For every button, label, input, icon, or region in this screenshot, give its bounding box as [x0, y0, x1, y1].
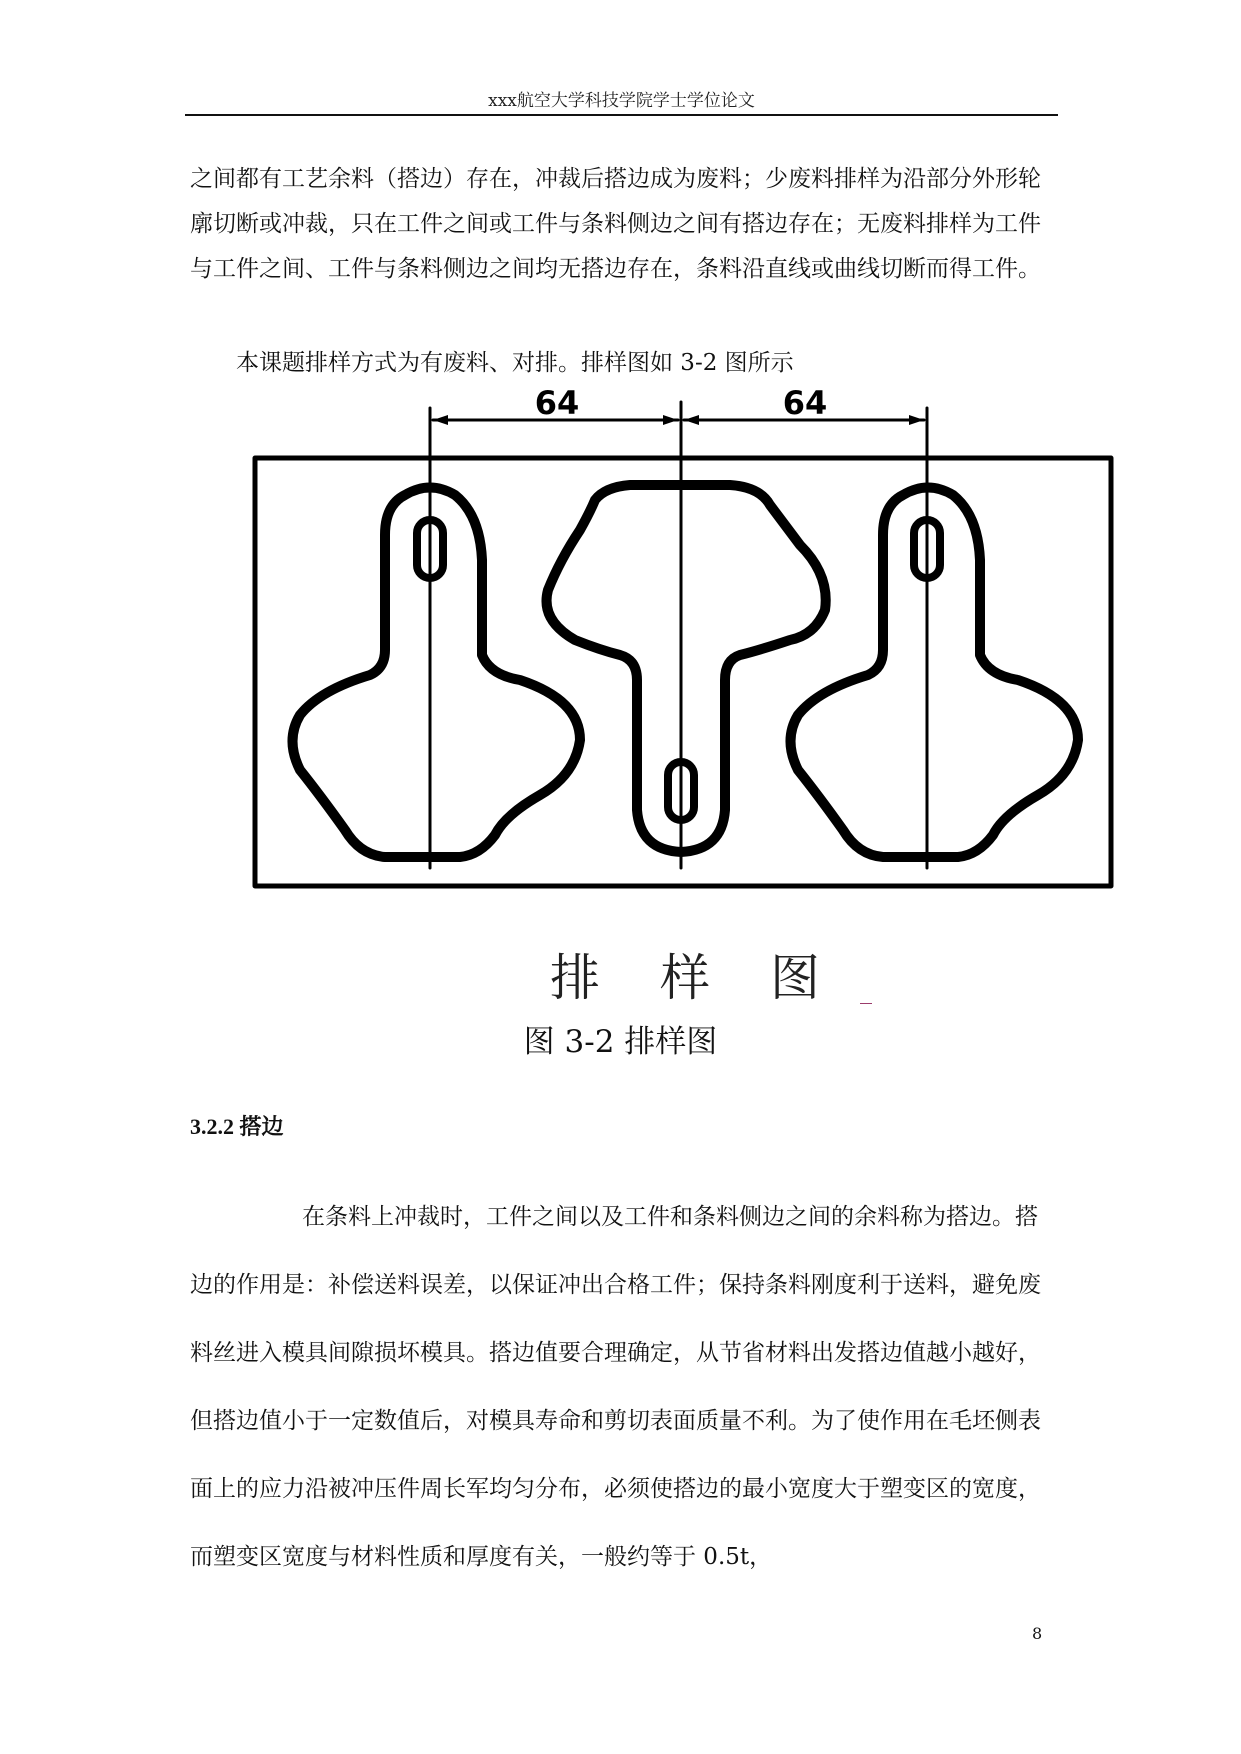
layout-drawing	[250, 390, 1120, 910]
body-paragraph-2: 本课题排样方式为有废料、对排。排样图如 3-2 图所示	[236, 350, 794, 376]
part-middle-outline	[547, 485, 826, 852]
drawing-mark	[860, 1003, 872, 1004]
dimension-arrow	[433, 415, 448, 425]
page-number: 8	[1032, 1624, 1043, 1643]
body-paragraph-3: 在条料上冲裁时，工件之间以及工件和条料侧边之间的余料称为搭边。搭边的作用是：补偿送料误差，以保证冲出合格工件；保持条料刚度利于送料，避免废料丝进入模具间隙损坏模具。搭边值要合理确定，从节省材料出发搭边值越小越好，但搭边值小于一定数值后，对模具寿命和剪切表面质量不利。为了使作用在毛坯侧表面上的应力沿被冲压件周长军均匀分布，必须使搭边的最小宽度大于塑变区的宽度，而塑变区宽度与材料性质和厚度有关，一般约等于 0.5t，	[190, 1204, 1041, 1570]
section-heading: 3.2.2 搭边	[190, 1114, 284, 1139]
running-header: xxx航空大学科技学院学士学位论文	[488, 91, 755, 111]
dimension-arrow	[663, 415, 678, 425]
part-left-outline	[293, 488, 581, 858]
part-right-outline	[791, 488, 1079, 858]
header-rule	[185, 114, 1058, 116]
body-paragraph-1: 之间都有工艺余料（搭边）存在，冲裁后搭边成为废料；少废料排样为沿部分外形轮廓切断或冲裁，只在工件之间或工件与条料侧边之间有搭边存在；无废料排样为工件与工件之间、工件与条料侧边之间均无搭边存在，条料沿直线或曲线切断而得工件。	[190, 166, 1041, 282]
dimension-label-2: 64	[782, 390, 828, 422]
dimension-label-1: 64	[534, 390, 580, 422]
drawing-label: 排样图	[550, 949, 880, 1007]
dimension-arrow	[684, 415, 699, 425]
dimension-arrow	[909, 415, 924, 425]
figure-caption: 图 3-2 排样图	[523, 1024, 718, 1060]
